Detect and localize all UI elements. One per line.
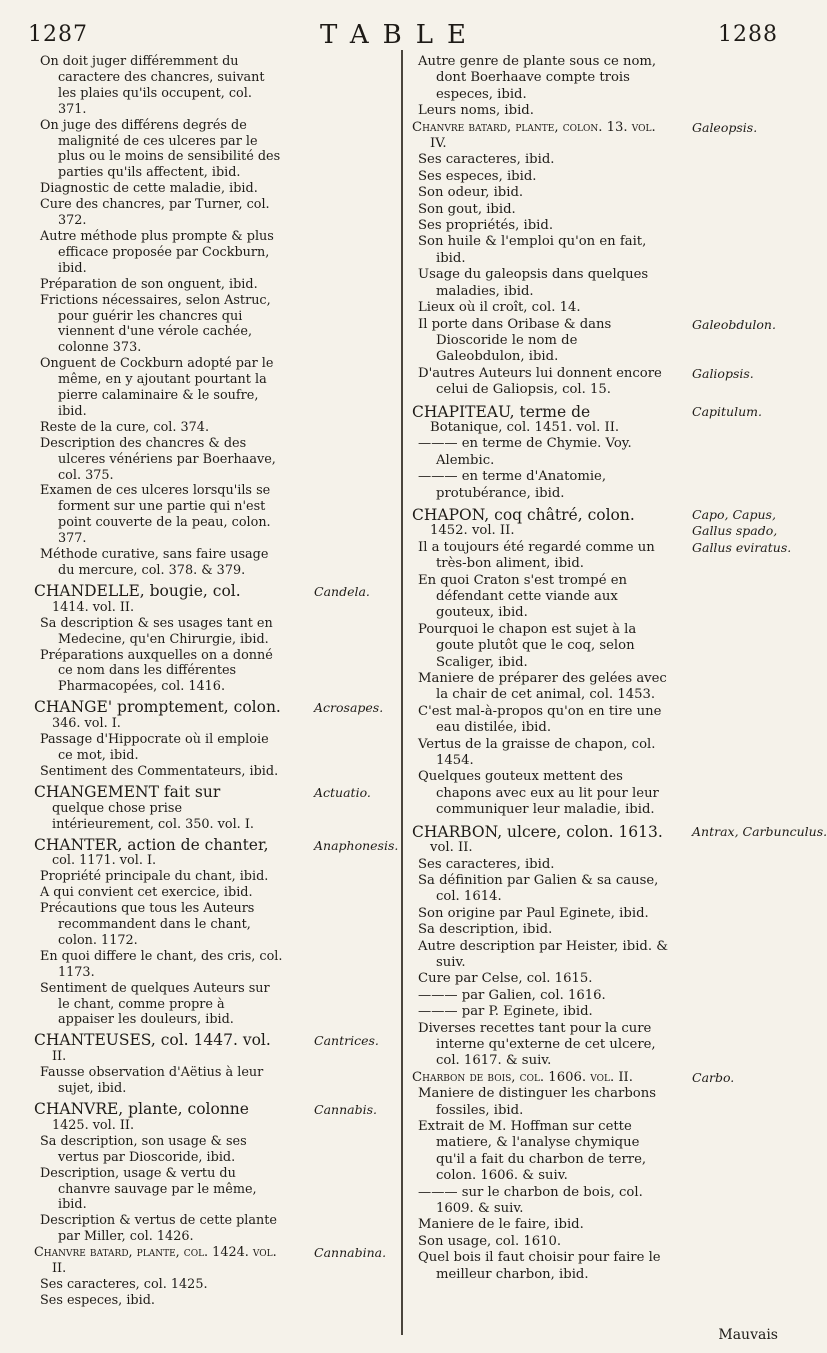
index-subentry (34, 293, 284, 357)
index-subentry (412, 906, 668, 922)
entry-text: CHAPON, coq châtré, colon. 1452. vol. II. (412, 505, 635, 539)
latin-term (314, 1033, 379, 1049)
entry-text: Son odeur, ibid. (418, 185, 524, 201)
entry-text: Cure par Celse, col. 1615. (418, 971, 593, 987)
entry-text: On juge des différens degrés de malignité de ces ulceres par le plus ou le moins de sensibilité des parties qu'ils affectent, ibid. (40, 117, 281, 181)
catchword: Mauvais (718, 1327, 778, 1343)
index-subentry (412, 622, 668, 671)
entry-text: Fausse observation d'Aëtius à leur sujet, ibid. (40, 1065, 264, 1097)
index-subentry (412, 1234, 668, 1250)
entry-text: Son gout, ibid. (418, 201, 516, 217)
entry-text: Maniere de distinguer les charbons fossiles, ibid. (418, 1086, 656, 1118)
entry-text: CHANTER, action de chanter, col. 1171. vol. I. (34, 835, 269, 869)
entry-text: Ses caracteres, ibid. (418, 856, 555, 872)
entry-text: ——— par P. Eginete, ibid. (418, 1004, 593, 1020)
entry-text: CHANTEUSES, col. 1447. vol. II. (34, 1031, 271, 1065)
latin-term-line: Acrosapes. (314, 700, 384, 716)
latin-term (692, 366, 754, 382)
latin-term (692, 1070, 734, 1086)
entry-text: Sa description, ibid. (418, 922, 553, 938)
entry-text: CHANGE' promptement, colon. 346. vol. I. (34, 698, 281, 732)
index-subentry (412, 540, 668, 573)
index-subentry (412, 1250, 668, 1283)
latin-term-line: Capo, Capus, (692, 506, 776, 522)
page-number-right: 1288 (718, 22, 778, 47)
index-subentry (34, 764, 284, 780)
index-subentry (34, 1277, 284, 1293)
entry-text: Autre méthode plus prompte & plus efficace proposée par Cockburn, ibid. (40, 228, 274, 276)
index-column-left (34, 54, 399, 1309)
index-entry (412, 1069, 735, 1086)
index-subentry (412, 988, 668, 1004)
latin-term (692, 120, 757, 136)
index-subentry (34, 1065, 284, 1097)
entry-text: Maniere de le faire, ibid. (418, 1217, 584, 1233)
latin-term-line: Actuatio. (314, 784, 371, 800)
entry-text: Cure des chancres, par Turner, col. 372. (40, 197, 270, 229)
index-subentry (412, 103, 668, 119)
entry-text: D'autres Auteurs lui donnent encore celui de Galiopsis, col. 15. (418, 365, 662, 398)
latin-term-line: Cantrices. (314, 1033, 379, 1049)
index-entry (412, 822, 827, 857)
entry-text: Ses caracteres, col. 1425. (40, 1276, 208, 1292)
index-subentry (34, 547, 284, 579)
latin-term-line: Candela. (314, 583, 370, 599)
index-subentry (412, 922, 668, 938)
entry-text: Autre description par Heister, ibid. & suiv. (418, 938, 668, 970)
entry-text: Lieux où il croît, col. 14. (418, 300, 581, 316)
latin-term (692, 824, 827, 840)
latin-term (314, 785, 371, 801)
index-subentry (34, 436, 284, 484)
index-entry (34, 1245, 387, 1277)
index-subentry (34, 181, 284, 197)
entry-text: Chanvre batard, plante, colon. 13. vol. IV. (412, 119, 656, 152)
index-subentry (34, 1213, 284, 1245)
entry-text: Reste de la cure, col. 374. (40, 419, 210, 435)
entry-text: Sa description & ses usages tant en Medecine, qu'en Chirurgie, ibid. (40, 615, 273, 647)
index-subentry (412, 1021, 668, 1070)
entry-text: Ses especes, ibid. (418, 168, 537, 184)
index-subentry (34, 616, 284, 648)
index-entry (34, 698, 384, 732)
index-subentry (412, 1086, 668, 1119)
entry-text: En quoi Craton s'est trompé en défendant cette viande aux gouteux, ibid. (418, 572, 628, 621)
entry-text: Frictions nécessaires, selon Astruc, pour guérir les chancres qui viennent d'une vérole cachée, colonne 373. (40, 292, 271, 356)
entry-text: A qui convient cet exercice, ibid. (40, 885, 253, 901)
entry-text: Vertus de la graisse de chapon, col. 1454. (418, 736, 656, 769)
index-subentry (412, 737, 668, 770)
index-entry (412, 402, 762, 437)
index-subentry (34, 1134, 284, 1166)
entry-text: Charbon de bois, col. 1606. vol. II. (412, 1069, 633, 1085)
entry-text: Extrait de M. Hoffman sur cette matiere, & l'analyse chymique qu'il a fait du charbon de terre, colon. 1606. & suiv. (418, 1119, 647, 1184)
entry-text: Usage du galeopsis dans quelques maladies, ibid. (418, 267, 649, 299)
entry-text: Préparation de son onguent, ibid. (40, 276, 258, 292)
entry-text: ——— en terme d'Anatomie, protubérance, ibid. (418, 469, 607, 501)
index-entry (412, 119, 758, 153)
entry-text: Ses caracteres, ibid. (418, 152, 555, 168)
entry-text: Son huile & l'emploi qu'on en fait, ibid. (418, 234, 647, 266)
entry-text: ——— par Galien, col. 1616. (418, 987, 606, 1003)
index-subentry (34, 869, 284, 885)
entry-text: Leurs noms, ibid. (418, 103, 534, 119)
index-subentry (34, 648, 284, 696)
index-column-right (412, 54, 827, 1283)
entry-text: CHARBON, ulcere, colon. 1613. vol. II. (412, 822, 663, 856)
index-subentry (412, 1217, 668, 1233)
index-subentry (34, 483, 284, 547)
entry-text: Description des chancres & des ulceres vénériens par Boerhaave, col. 375. (40, 435, 276, 483)
index-subentry (412, 169, 668, 185)
latin-term-line: Carbo. (692, 1069, 735, 1085)
index-entry (34, 835, 399, 870)
entry-text: Passage d'Hippocrate où il emploie ce mot, ibid. (40, 732, 269, 763)
latin-term (314, 1245, 386, 1261)
entry-text: Il a toujours été regardé comme un très-bon aliment, ibid. (418, 539, 655, 572)
index-entry (412, 505, 792, 555)
index-subentry (412, 218, 668, 234)
index-subentry (412, 1119, 668, 1185)
index-subentry (412, 152, 668, 168)
latin-term (692, 507, 791, 556)
index-entry (34, 1100, 377, 1134)
index-subentry (34, 54, 284, 118)
index-subentry (34, 1293, 284, 1309)
latin-term-line: Anaphonesis. (314, 837, 399, 853)
entry-text: Sentiment de quelques Auteurs sur le chant, comme propre à appaiser les douleurs, ibid. (40, 980, 270, 1028)
entry-text: Ses especes, ibid. (40, 1292, 155, 1308)
index-subentry (34, 356, 284, 420)
index-subentry (412, 185, 668, 201)
entry-text: Diagnostic de cette maladie, ibid. (40, 181, 258, 197)
index-subentry (34, 197, 284, 229)
index-subentry (34, 949, 284, 981)
entry-text: Chanvre batard, plante, col. 1424. vol. II. (34, 1245, 277, 1277)
latin-term (314, 1102, 377, 1118)
index-subentry (412, 671, 668, 704)
index-subentry (412, 267, 668, 300)
entry-text: On doit juger différemment du caractere des chancres, suivant les plaies qu'ils occupent, col. 371. (40, 54, 265, 117)
entry-text: Examen de ces ulceres lorsqu'ils se forment sur une partie qui n'est point couverte de la peau, colon. 377. (40, 483, 271, 547)
index-subentry (412, 1004, 668, 1020)
index-subentry (34, 732, 284, 764)
index-subentry (412, 316, 776, 366)
running-title: TABLE (319, 20, 481, 50)
index-subentry (412, 300, 668, 316)
entry-text: Sentiment des Commentateurs, ibid. (40, 763, 279, 779)
latin-term-line: Gallus eviratus. (692, 539, 792, 555)
entry-text: Autre genre de plante sous ce nom, dont Boerhaave compte trois especes, ibid. (418, 54, 657, 102)
entry-text: Propriété principale du chant, ibid. (40, 869, 269, 885)
latin-term-line: Antrax, Carbunculus. (692, 823, 827, 839)
index-entry (34, 581, 370, 616)
latin-term-line: Galeobdulon. (692, 316, 776, 332)
entry-text: Il porte dans Oribase & dans Dioscoride le nom de Galeobdulon, ibid. (418, 316, 612, 365)
latin-term-line: Cannabis. (314, 1102, 377, 1117)
index-subentry (34, 981, 284, 1029)
entry-text: CHAPITEAU, terme de Botanique, col. 1451. vol. II. (412, 402, 620, 435)
index-subentry (412, 365, 754, 399)
index-subentry (34, 901, 284, 949)
index-subentry (412, 857, 668, 873)
entry-text: Préparations auxquelles on a donné ce nom dans les différentes Pharmacopées, col. 1416. (40, 647, 273, 695)
latin-term (692, 317, 776, 333)
column-divider (401, 50, 403, 1335)
index-subentry (34, 885, 284, 901)
latin-term (314, 838, 398, 854)
page-number-left: 1287 (28, 22, 88, 47)
entry-text: Sa description, son usage & ses vertus par Dioscoride, ibid. (40, 1133, 247, 1165)
latin-term (314, 584, 370, 600)
index-subentry (412, 1185, 668, 1218)
entry-text: Sa définition par Galien & sa cause, col. 1614. (418, 872, 659, 905)
index-subentry (412, 436, 668, 469)
entry-text: Diverses recettes tant pour la cure interne qu'externe de cet ulcere, col. 1617. & suiv. (418, 1020, 656, 1069)
entry-text: Pourquoi le chapon est sujet à la goute plutôt que le coq, selon Scaliger, ibid. (418, 621, 637, 670)
index-subentry (412, 769, 668, 818)
latin-term (314, 700, 383, 716)
index-subentry (34, 1166, 284, 1214)
index-subentry (412, 939, 668, 972)
entry-text: Description & vertus de cette plante par Miller, col. 1426. (40, 1213, 277, 1245)
index-subentry (34, 420, 284, 436)
entry-text: Quel bois il faut choisir pour faire le meilleur charbon, ibid. (418, 1250, 661, 1282)
entry-text: Description, usage & vertu du chanvre sauvage par le même, ibid. (40, 1165, 257, 1213)
entry-text: ——— sur le charbon de bois, col. 1609. & suiv. (418, 1184, 643, 1217)
index-subentry (412, 873, 668, 906)
latin-term-line: Capitulum. (692, 403, 762, 419)
entry-text: Quelques gouteux mettent des chapons avec eux au lit pour leur communiquer leur maladie, ibid. (418, 769, 659, 818)
index-subentry (412, 54, 668, 103)
index-subentry (34, 118, 284, 182)
latin-term-line: Galeopsis. (692, 119, 758, 135)
index-subentry (412, 971, 668, 987)
entry-text: En quoi differe le chant, des cris, col. 1173. (40, 948, 283, 980)
index-subentry (412, 469, 668, 502)
entry-text: Maniere de préparer des gelées avec la chair de cet animal, col. 1453. (418, 671, 667, 703)
latin-term-line: Galiopsis. (692, 365, 754, 381)
index-entry (34, 1031, 379, 1065)
entry-text: Son origine par Paul Eginete, ibid. (418, 905, 649, 921)
latin-term-line: Cannabina. (314, 1245, 387, 1261)
entry-text: ——— en terme de Chymie. Voy. Alembic. (418, 436, 632, 468)
entry-text: Onguent de Cockburn adopté par le même, en y ajoutant pourtant la pierre calaminaire & le soufre, ibid. (40, 356, 274, 419)
index-entry (34, 782, 371, 833)
entry-text: Ses propriétés, ibid. (418, 218, 554, 234)
entry-text: Précautions que tous les Auteurs recommandent dans le chant, colon. 1172. (40, 901, 255, 948)
index-subentry (412, 234, 668, 267)
entry-text: CHANDELLE, bougie, col. 1414. vol. II. (34, 581, 241, 615)
index-subentry (412, 573, 668, 622)
entry-text: Méthode curative, sans faire usage du mercure, col. 378. & 379. (40, 547, 269, 578)
entry-text: C'est mal-à-propos qu'on en tire une eau distilée, ibid. (418, 703, 662, 736)
latin-term (692, 404, 762, 420)
entry-text: CHANGEMENT fait sur quelque chose prise intérieurement, col. 350. vol. I. (34, 782, 254, 832)
index-subentry (34, 229, 284, 277)
latin-term-line: Gallus spado, (692, 523, 778, 539)
index-subentry (34, 277, 284, 293)
index-subentry (412, 704, 668, 737)
entry-text: CHANVRE, plante, colonne 1425. vol. II. (34, 1100, 249, 1133)
entry-text: Son usage, col. 1610. (418, 1233, 562, 1249)
index-subentry (412, 202, 668, 218)
